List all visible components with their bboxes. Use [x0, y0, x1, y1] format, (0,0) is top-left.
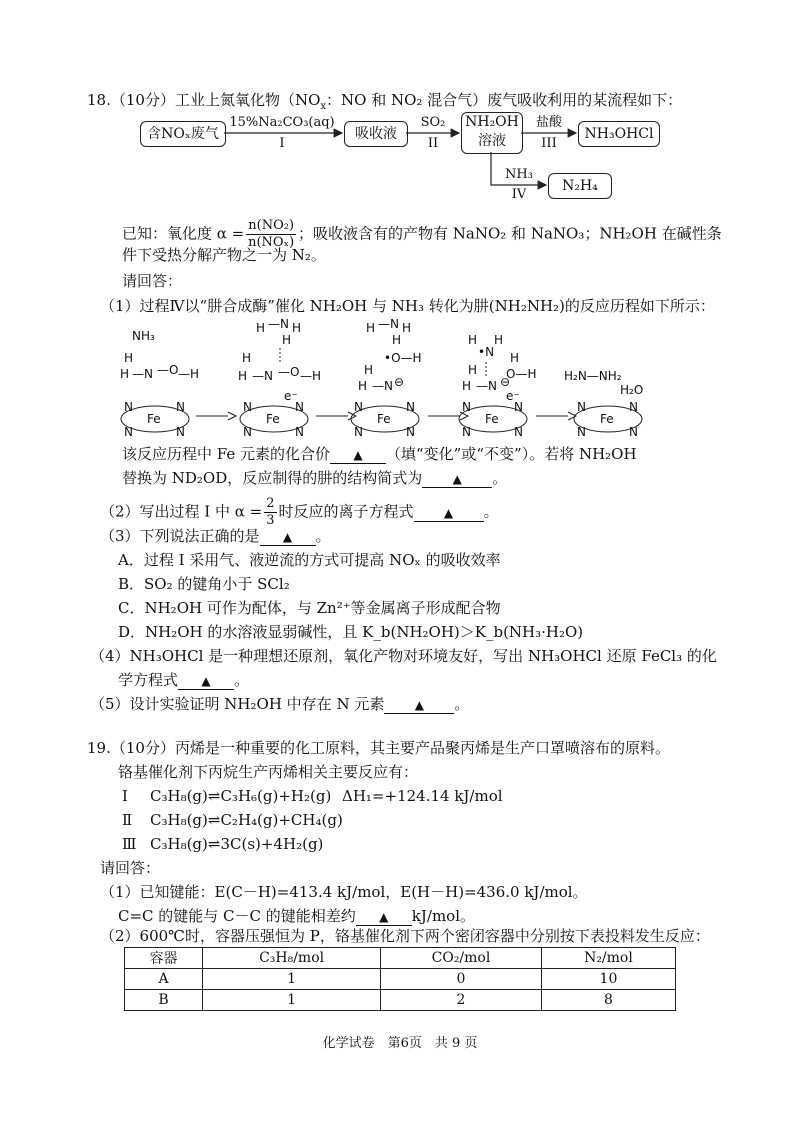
flow-step1-label: I [279, 136, 285, 151]
flow-step3-reagent: 盐酸 [535, 115, 562, 130]
table-row [125, 990, 676, 1011]
q19-part1-line2: C=C 的键能与 C－C 的键能相差约 ▲ kJ/mol。 [118, 907, 476, 925]
svg-text:H: H [366, 321, 376, 335]
flow-box-nh2oh: NH₂OH 溶液 [461, 112, 523, 154]
answer-blank-1a[interactable]: ▲ [330, 447, 386, 464]
answer-blank-19-1[interactable]: ▲ [356, 909, 412, 926]
table-header-row [125, 948, 676, 969]
svg-text:H: H [238, 369, 248, 383]
mech-minus-2: ⊖ [500, 375, 511, 389]
page-footer: 化学试卷 第6页 共 9 页 [322, 1036, 478, 1051]
svg-text:H: H [462, 379, 472, 393]
q18-known: 已知：氧化度 α = $\frac{\text{n(NO₂)}}{\text{n(NOₓ)}}$ ；吸收液含有的产物有 NaNO₂ 和 NaNO₃；NH₂OH 在碱性条 [122, 218, 722, 250]
svg-text:—O: —O [157, 363, 179, 377]
svg-text:H: H [510, 351, 520, 365]
q18-part5: （5）设计实验证明 NH₂OH 中存在 N 元素 ▲ 。 [90, 695, 470, 713]
feed-table [124, 947, 676, 1011]
svg-text:N: N [577, 400, 586, 414]
svg-text:•N: •N [478, 345, 495, 359]
mech-h2o: H₂O [620, 383, 644, 397]
svg-text:H: H [242, 351, 252, 365]
flow-step4-reagent: NH₃ [505, 167, 533, 182]
flow-arrows [0, 0, 800, 220]
mech-fe-5: Fe [600, 412, 614, 426]
svg-text:N: N [577, 425, 586, 439]
svg-text:N: N [243, 425, 252, 439]
svg-text:—O: —O [278, 365, 300, 379]
svg-text:—H: —H [178, 367, 200, 381]
svg-text:N: N [354, 425, 363, 439]
q18-part1-question: 该反应历程中 Fe 元素的化合价 ▲ （填“变化”或“不变”）。若将 NH₂OH [122, 445, 637, 463]
q19-reaction-2: Ⅱ C₃H₈(g)⇌C₂H₄(g)+CH₄(g) [122, 811, 343, 829]
table-row [125, 969, 676, 990]
alpha-fraction: $\frac{2}{3}$ [266, 496, 275, 528]
svg-text:—N: —N [252, 369, 273, 383]
table-cell: 10 [541, 969, 675, 990]
svg-text:N: N [462, 425, 471, 439]
table-header: N₂/mol [541, 948, 675, 969]
svg-text:N: N [629, 400, 638, 414]
svg-text:H: H [124, 351, 134, 365]
svg-text:N: N [295, 425, 304, 439]
svg-text:H: H [402, 321, 412, 335]
svg-text:N: N [176, 425, 185, 439]
q18-known-line2: 件下受热分解产物之一为 N₂。 [122, 246, 326, 264]
table-cell: 8 [541, 990, 675, 1011]
mech-nh3: NH₃ [132, 329, 155, 343]
svg-text:N: N [629, 425, 638, 439]
q18-part1-question2: 替换为 ND₂OD，反应制得的肼的结构简式为 ▲ 。 [122, 469, 508, 487]
answer-blank-4[interactable]: ▲ [178, 673, 234, 690]
svg-text:H: H [494, 333, 504, 347]
q18-option-a: A．过程 I 采用气、液逆流的方式可提高 NOₓ 的吸收效率 [118, 551, 501, 569]
table-header: CO₂/mol [381, 948, 542, 969]
svg-text:N: N [295, 400, 304, 414]
table-cell: 1 [203, 990, 381, 1011]
answer-blank-3[interactable]: ▲ [260, 529, 316, 546]
svg-text:H: H [468, 363, 478, 377]
table-cell: B [125, 990, 203, 1011]
arrow-step4 [491, 152, 546, 185]
oxidation-degree-fraction: $\frac{\text{n(NO₂)}}{\text{n(NOₓ)}}$ [248, 218, 295, 250]
q18-option-c: C．NH₂OH 可作为配体，与 Zn²⁺等金属离子形成配合物 [118, 599, 501, 617]
flow-step1-reagent: 15%Na₂CO₃(aq) [229, 115, 335, 130]
q19-part2-line1: （2）600℃时，容器压强恒为 P，铬基催化剂下两个密闭容器中分别按下表投料发生反应： [100, 927, 710, 945]
flow-step2-label: II [427, 136, 439, 151]
svg-text:—N: —N [372, 379, 393, 393]
mech-minus-1: ⊖ [394, 375, 405, 389]
q19-intro2: 铬基催化剂下丙烷生产丙烯相关主要反应有： [118, 763, 419, 781]
svg-text:N: N [176, 400, 185, 414]
mechanism-diagram [110, 316, 720, 442]
table-cell: 2 [381, 990, 542, 1011]
q18-part4-line1: （4）NH₃OHCl 是一种理想还原剂，氧化产物对环境友好，写出 NH₃OHCl 还原 FeCl₃ 的化 [90, 647, 717, 665]
q19-reaction-1: Ⅰ C₃H₈(g)⇌C₃H₆(g)+H₂(g) ΔH₁=+124.14 kJ/mol [122, 787, 503, 805]
svg-text:H: H [256, 321, 266, 335]
mech-fe-2: Fe [266, 412, 280, 426]
mech-fe-3: Fe [377, 412, 391, 426]
table-cell: A [125, 969, 203, 990]
svg-text:—N: —N [268, 317, 289, 331]
svg-text:N: N [406, 425, 415, 439]
svg-text:N: N [243, 400, 252, 414]
answer-blank-5[interactable]: ▲ [384, 697, 454, 714]
flow-step3-label: III [541, 136, 557, 151]
svg-text:H: H [120, 367, 130, 381]
q18-part4-line2: 学方程式 ▲ 。 [118, 671, 250, 689]
q18-please-answer: 请回答： [122, 272, 183, 290]
svg-text:H: H [392, 333, 402, 347]
svg-text:N: N [514, 425, 523, 439]
q19-part1-line1: （1）已知键能：E(C－H)=413.4 kJ/mol，E(H－H)=436.0 kJ/mol。 [100, 883, 588, 901]
flow-box-absorb: 吸收液 [344, 121, 408, 147]
svg-text:H: H [364, 363, 374, 377]
q18-intro: 18.（10分）工业上氮氧化物（$NO_x$：NO 和 NO₂ 混合气）废气吸收利用的某流程如下： [87, 91, 683, 112]
q19-please-answer: 请回答： [100, 859, 161, 877]
svg-text:N: N [462, 400, 471, 414]
svg-text:N: N [406, 400, 415, 414]
svg-text:—H: —H [300, 369, 322, 383]
table-cell: 0 [381, 969, 542, 990]
table-cell: 1 [203, 969, 381, 990]
table-header: 容器 [125, 948, 203, 969]
q18-option-b: B．SO₂ 的键角小于 SCl₂ [118, 575, 290, 593]
mech-hydrazine: H₂N—NH₂ [564, 369, 622, 383]
svg-text:H: H [282, 333, 292, 347]
svg-text:N: N [124, 425, 133, 439]
q18-option-d: D．NH₂OH 的水溶液显弱碱性，且 K_b(NH₂OH)＞K_b(NH₃·H₂O) [118, 623, 584, 641]
svg-text:H: H [358, 379, 368, 393]
svg-text:O—H: O—H [506, 367, 537, 381]
mech-electron-2: e⁻ [506, 389, 520, 403]
svg-text:N: N [124, 400, 133, 414]
q18-part3: （3）下列说法正确的是 ▲ 。 [100, 527, 331, 545]
flow-box-hydrazine: N₂H₄ [548, 173, 612, 199]
answer-blank-2[interactable]: ▲ [414, 505, 484, 522]
flow-box-waste: 含NOₓ废气 [140, 121, 226, 147]
flow-box-product: NH₃OHCl [578, 121, 660, 147]
flow-step2-reagent: SO₂ [420, 115, 446, 130]
q18-part1-line1: （1）过程Ⅳ以“肼合成酶”催化 NH₂OH 与 NH₃ 转化为肼(NH₂NH₂)的反应历程如下所示： [100, 297, 715, 315]
table-header: C₃H₈/mol [203, 948, 381, 969]
svg-text:—N: —N [378, 317, 399, 331]
q18-part2: （2）写出过程 I 中 α = $\frac{2}{3}$ 时反应的离子方程式 ▲ 。 [100, 496, 499, 528]
svg-text:N: N [354, 400, 363, 414]
mech-electron-1: e⁻ [284, 389, 298, 403]
svg-text:H: H [292, 321, 302, 335]
svg-text:—N: —N [476, 379, 497, 393]
flow-step4-label: IV [511, 187, 527, 202]
svg-text:H: H [468, 333, 478, 347]
q19-intro: 19.（10分）丙烯是一种重要的化工原料，其主要产品聚丙烯是生产口罩喷溶布的原料。 [87, 739, 670, 757]
mech-fe-1: Fe [147, 412, 161, 426]
mech-oh-1: •O—H [384, 351, 422, 365]
svg-text:—N: —N [132, 367, 153, 381]
q19-reaction-3: Ⅲ C₃H₈(g)⇌3C(s)+4H₂(g) [122, 835, 324, 853]
svg-text:N: N [514, 400, 523, 414]
mech-fe-4: Fe [485, 412, 499, 426]
answer-blank-1b[interactable]: ▲ [422, 471, 492, 488]
